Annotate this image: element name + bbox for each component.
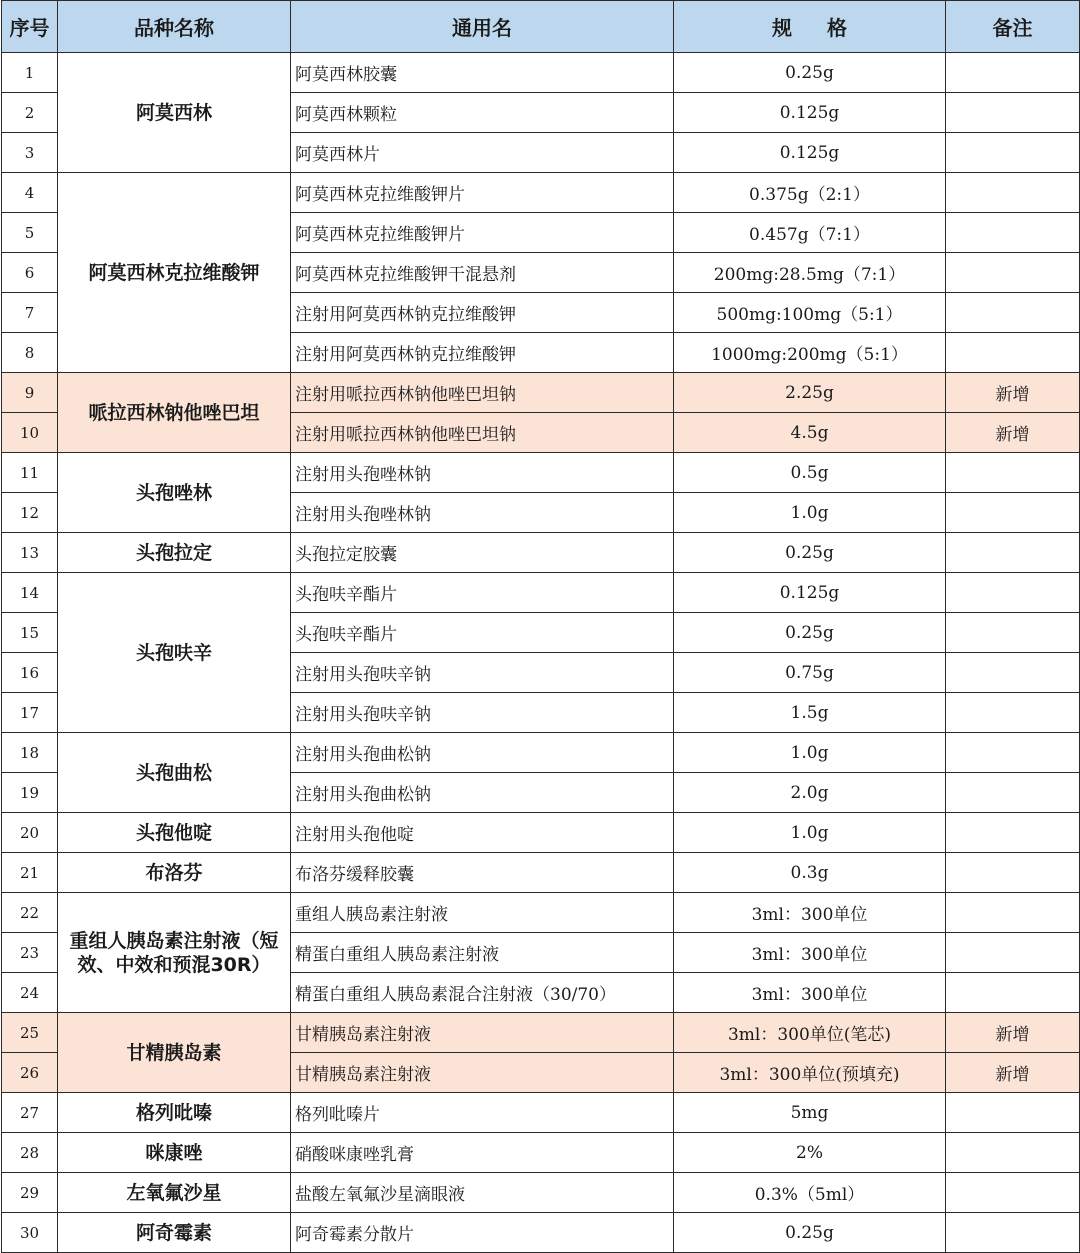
row-index: 7: [2, 293, 58, 333]
table-row: [2, 1093, 1080, 1133]
variety-name: 头孢唑林: [58, 453, 291, 533]
table-row: [2, 533, 1080, 573]
header-spec: 规 格: [674, 1, 946, 53]
row-index: 27: [2, 1093, 58, 1133]
spec-value: 2.25g: [674, 373, 946, 413]
generic-name: 头孢呋辛酯片: [291, 573, 674, 613]
spec-value: 4.5g: [674, 413, 946, 453]
row-index: 6: [2, 253, 58, 293]
variety-name: 左氧氟沙星: [58, 1173, 291, 1213]
spec-value: 5mg: [674, 1093, 946, 1133]
variety-name: 头孢呋辛: [58, 573, 291, 733]
generic-name: 注射用头孢他啶: [291, 813, 674, 853]
variety-name: 阿奇霉素: [58, 1213, 291, 1253]
generic-name: 精蛋白重组人胰岛素注射液: [291, 933, 674, 973]
spec-value: 0.25g: [674, 533, 946, 573]
generic-name: 重组人胰岛素注射液: [291, 893, 674, 933]
note-cell: [946, 653, 1080, 693]
row-index: 16: [2, 653, 58, 693]
row-index: 21: [2, 853, 58, 893]
generic-name: 注射用阿莫西林钠克拉维酸钾: [291, 293, 674, 333]
note-cell: [946, 693, 1080, 733]
generic-name: 注射用头孢呋辛钠: [291, 653, 674, 693]
generic-name: 阿莫西林颗粒: [291, 93, 674, 133]
variety-name: 阿莫西林克拉维酸钾: [58, 173, 291, 373]
row-index: 8: [2, 333, 58, 373]
row-index: 9: [2, 373, 58, 413]
variety-name: 头孢曲松: [58, 733, 291, 813]
note-cell: [946, 1093, 1080, 1133]
header-generic: 通用名: [291, 1, 674, 53]
spec-value: 200mg:28.5mg（7:1）: [674, 253, 946, 293]
spec-value: 1.0g: [674, 493, 946, 533]
note-cell: [946, 493, 1080, 533]
note-cell: [946, 453, 1080, 493]
variety-name: 咪康唑: [58, 1133, 291, 1173]
table-row: [2, 453, 1080, 493]
note-cell: [946, 893, 1080, 933]
spec-value: 3ml：300单位(预填充): [674, 1053, 946, 1093]
note-new-badge: 新增: [946, 1013, 1080, 1053]
row-index: 2: [2, 93, 58, 133]
note-new-badge: 新增: [946, 373, 1080, 413]
generic-name: 注射用哌拉西林钠他唑巴坦钠: [291, 373, 674, 413]
generic-name: 阿奇霉素分散片: [291, 1213, 674, 1253]
spec-value: 1.5g: [674, 693, 946, 733]
spec-value: 0.5g: [674, 453, 946, 493]
table-row: [2, 893, 1080, 933]
row-index: 4: [2, 173, 58, 213]
variety-name: 甘精胰岛素: [58, 1013, 291, 1093]
table-row: [2, 1173, 1080, 1213]
note-cell: [946, 93, 1080, 133]
note-cell: [946, 333, 1080, 373]
note-cell: [946, 533, 1080, 573]
note-cell: [946, 733, 1080, 773]
row-index: 29: [2, 1173, 58, 1213]
table-row: [2, 1133, 1080, 1173]
row-index: 1: [2, 53, 58, 93]
header-index: 序号: [2, 1, 58, 53]
generic-name: 阿莫西林克拉维酸钾片: [291, 213, 674, 253]
row-index: 13: [2, 533, 58, 573]
table-row: [2, 53, 1080, 93]
generic-name: 注射用头孢呋辛钠: [291, 693, 674, 733]
row-index: 10: [2, 413, 58, 453]
generic-name: 头孢拉定胶囊: [291, 533, 674, 573]
generic-name: 硝酸咪康唑乳膏: [291, 1133, 674, 1173]
generic-name: 注射用头孢曲松钠: [291, 733, 674, 773]
generic-name: 头孢呋辛酯片: [291, 613, 674, 653]
variety-name: 哌拉西林钠他唑巴坦: [58, 373, 291, 453]
spec-value: 0.25g: [674, 53, 946, 93]
row-index: 22: [2, 893, 58, 933]
table-row: [2, 173, 1080, 213]
note-cell: [946, 253, 1080, 293]
note-new-badge: 新增: [946, 413, 1080, 453]
note-cell: [946, 573, 1080, 613]
row-index: 25: [2, 1013, 58, 1053]
note-cell: [946, 1173, 1080, 1213]
variety-name: 头孢拉定: [58, 533, 291, 573]
note-cell: [946, 613, 1080, 653]
note-cell: [946, 973, 1080, 1013]
note-cell: [946, 133, 1080, 173]
row-index: 30: [2, 1213, 58, 1253]
header-note: 备注: [946, 1, 1080, 53]
row-index: 19: [2, 773, 58, 813]
row-index: 5: [2, 213, 58, 253]
row-index: 3: [2, 133, 58, 173]
row-index: 20: [2, 813, 58, 853]
spec-value: 0.25g: [674, 1213, 946, 1253]
table-row: [2, 733, 1080, 773]
header-row: [2, 1, 1080, 53]
spec-value: 0.375g（2:1）: [674, 173, 946, 213]
table-row: [2, 813, 1080, 853]
generic-name: 注射用头孢唑林钠: [291, 493, 674, 533]
spec-value: 0.125g: [674, 573, 946, 613]
spec-value: 500mg:100mg（5:1）: [674, 293, 946, 333]
header-variety: 品种名称: [58, 1, 291, 53]
row-index: 26: [2, 1053, 58, 1093]
spec-value: 3ml：300单位: [674, 933, 946, 973]
spec-value: 2%: [674, 1133, 946, 1173]
table-row: [2, 1213, 1080, 1253]
table-row-highlighted: [2, 1013, 1080, 1053]
note-cell: [946, 53, 1080, 93]
row-index: 12: [2, 493, 58, 533]
generic-name: 注射用哌拉西林钠他唑巴坦钠: [291, 413, 674, 453]
spec-value: 1.0g: [674, 733, 946, 773]
variety-name: 布洛芬: [58, 853, 291, 893]
row-index: 17: [2, 693, 58, 733]
note-cell: [946, 213, 1080, 253]
spec-value: 0.125g: [674, 93, 946, 133]
variety-name: 头孢他啶: [58, 813, 291, 853]
spec-value: 3ml：300单位: [674, 973, 946, 1013]
note-cell: [946, 1213, 1080, 1253]
note-new-badge: 新增: [946, 1053, 1080, 1093]
generic-name: 盐酸左氧氟沙星滴眼液: [291, 1173, 674, 1213]
spec-value: 0.3g: [674, 853, 946, 893]
spec-value: 0.125g: [674, 133, 946, 173]
row-index: 23: [2, 933, 58, 973]
table-row: [2, 853, 1080, 893]
note-cell: [946, 1133, 1080, 1173]
note-cell: [946, 933, 1080, 973]
generic-name: 布洛芬缓释胶囊: [291, 853, 674, 893]
spec-value: 1.0g: [674, 813, 946, 853]
table-row: [2, 573, 1080, 613]
row-index: 15: [2, 613, 58, 653]
generic-name: 甘精胰岛素注射液: [291, 1053, 674, 1093]
row-index: 11: [2, 453, 58, 493]
spec-value: 0.75g: [674, 653, 946, 693]
generic-name: 注射用头孢曲松钠: [291, 773, 674, 813]
note-cell: [946, 173, 1080, 213]
generic-name: 甘精胰岛素注射液: [291, 1013, 674, 1053]
generic-name: 注射用阿莫西林钠克拉维酸钾: [291, 333, 674, 373]
table-row-highlighted: [2, 373, 1080, 413]
spec-value: 0.25g: [674, 613, 946, 653]
note-cell: [946, 293, 1080, 333]
row-index: 14: [2, 573, 58, 613]
generic-name: 注射用头孢唑林钠: [291, 453, 674, 493]
variety-name: 阿莫西林: [58, 53, 291, 173]
note-cell: [946, 813, 1080, 853]
note-cell: [946, 773, 1080, 813]
spec-value: 3ml：300单位: [674, 893, 946, 933]
spec-value: 0.3%（5ml）: [674, 1173, 946, 1213]
row-index: 24: [2, 973, 58, 1013]
generic-name: 阿莫西林克拉维酸钾片: [291, 173, 674, 213]
row-index: 18: [2, 733, 58, 773]
generic-name: 阿莫西林克拉维酸钾干混悬剂: [291, 253, 674, 293]
generic-name: 阿莫西林胶囊: [291, 53, 674, 93]
spec-value: 0.457g（7:1）: [674, 213, 946, 253]
spec-value: 2.0g: [674, 773, 946, 813]
generic-name: 精蛋白重组人胰岛素混合注射液（30/70）: [291, 973, 674, 1013]
spec-value: 3ml：300单位(笔芯): [674, 1013, 946, 1053]
generic-name: 格列吡嗪片: [291, 1093, 674, 1133]
generic-name: 阿莫西林片: [291, 133, 674, 173]
row-index: 28: [2, 1133, 58, 1173]
spec-value: 1000mg:200mg（5:1）: [674, 333, 946, 373]
variety-name: 格列吡嗪: [58, 1093, 291, 1133]
drug-list-table: [1, 0, 1080, 1253]
note-cell: [946, 853, 1080, 893]
variety-name: 重组人胰岛素注射液（短效、中效和预混30R）: [58, 893, 291, 1013]
